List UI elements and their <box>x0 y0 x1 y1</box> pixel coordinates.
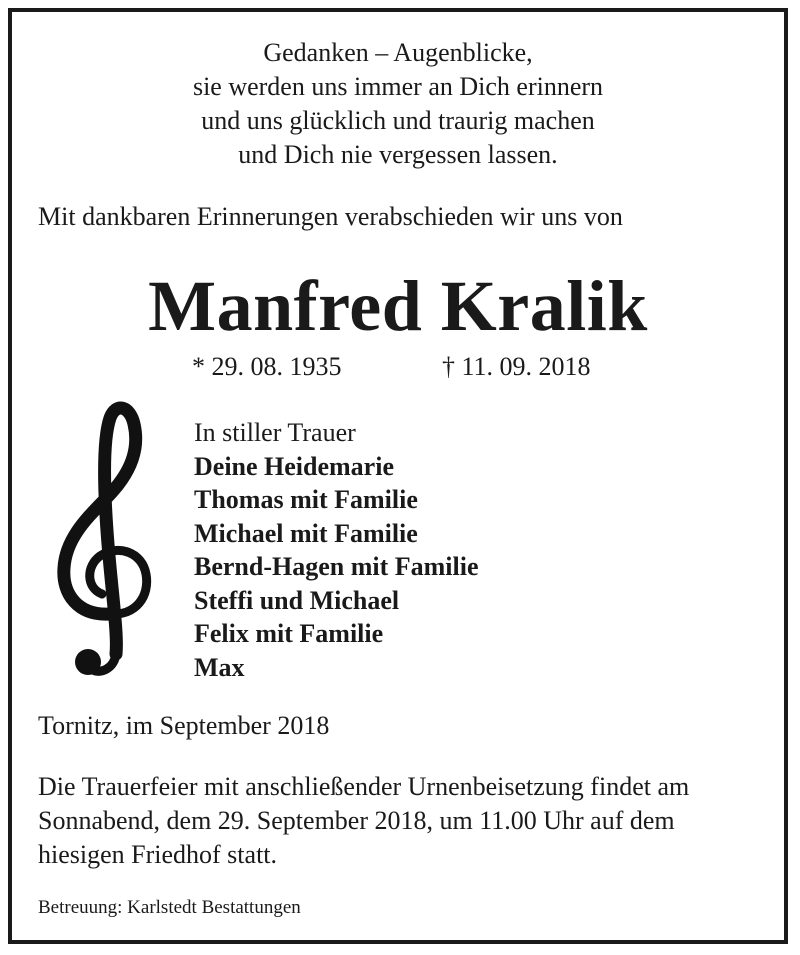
mourners-heading: In stiller Trauer <box>194 418 356 447</box>
service-line: Die Trauerfeier mit anschließender Urnenbeisetzung findet am <box>38 772 690 801</box>
obituary-frame <box>8 8 788 944</box>
mourner-name: Steffi und Michael <box>194 585 400 615</box>
mourner-name: Bernd-Hagen mit Familie <box>194 552 479 581</box>
poem-line: sie werden uns immer an Dich erinnern <box>192 72 604 101</box>
funeral-home-credit: Betreuung: Karlstedt Bestattungen <box>38 897 301 918</box>
service-notice <box>38 770 778 872</box>
poem <box>12 36 784 172</box>
poem-line: und Dich nie vergessen lassen. <box>238 140 558 169</box>
mourner-name: Thomas mit Familie <box>194 485 418 514</box>
treble-clef-icon <box>48 384 158 684</box>
mourners-list <box>194 416 479 684</box>
mourner-name: Max <box>194 652 245 682</box>
mourner-name: Michael mit Familie <box>194 518 418 548</box>
mourner-name: Felix mit Familie <box>194 619 384 648</box>
poem-line: und uns glücklich und traurig machen <box>201 106 595 135</box>
place-date: Tornitz, im September 2018 <box>38 711 330 740</box>
death-date: † 11. 09. 2018 <box>442 352 591 381</box>
deceased-name: Manfred Kralik <box>148 266 648 346</box>
mourner-name: Deine Heidemarie <box>194 451 394 481</box>
service-line: hiesigen Friedhof statt. <box>38 840 278 869</box>
service-line: Sonnabend, dem 29. September 2018, um 11.00 Uhr auf dem <box>38 806 675 835</box>
poem-line: Gedanken – Augenblicke, <box>263 38 533 67</box>
birth-date: * 29. 08. 1935 <box>192 352 342 381</box>
intro-text: Mit dankbaren Erinnerungen verabschieden wir uns von <box>38 202 623 231</box>
